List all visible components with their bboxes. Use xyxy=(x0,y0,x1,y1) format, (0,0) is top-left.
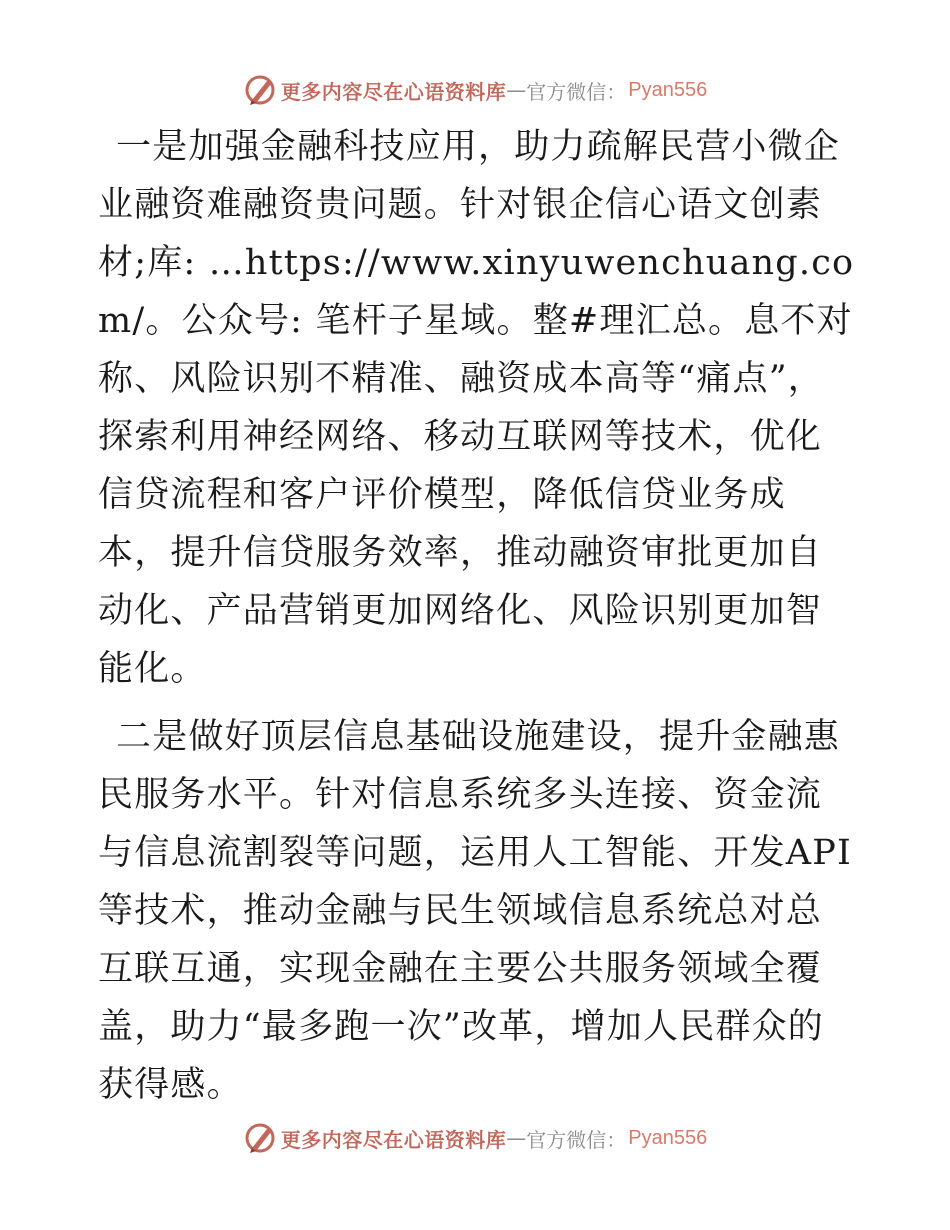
document-body xyxy=(98,118,858,1114)
paragraph-2: 二是做好顶层信息基础设施建设，提升金融惠民服务水平。针对信息系统多头连接、资金流与信息流割裂等问题，运用人工智能、开发API等技术，推动金融与民生领域信息系统总对总互联互通，实现金融在主要公共服务领域全覆盖，助力“最多跑一次”改革，增加人民群众的获得感。 xyxy=(98,717,853,1105)
watermark-separator: — xyxy=(506,1126,527,1150)
watermark-wechat-label: 官方微信： xyxy=(526,79,627,104)
pen-circle-icon xyxy=(243,73,277,107)
watermark-wechat-id: Pyan556 xyxy=(628,1126,708,1149)
watermark-wechat-label: 官方微信： xyxy=(526,1127,627,1152)
watermark-wechat-id: Pyan556 xyxy=(628,78,708,101)
footer-watermark xyxy=(0,1118,950,1158)
pen-circle-icon xyxy=(243,1121,277,1155)
watermark-main-text: 更多内容尽在心语资料库 xyxy=(280,1127,507,1152)
watermark-main-text: 更多内容尽在心语资料库 xyxy=(280,79,507,104)
header-watermark xyxy=(0,70,950,110)
paragraph-1: 一是加强金融科技应用，助力疏解民营小微企业融资难融资贵问题。针对银企信心语文创素材;库: …https://www.xinyuwenchuang.com/。公众号: 笔杆子星域。整#理汇总。息不对称、风险识别不精准、融资成本高等“痛点”，探索利用神经网络、移动互联网等技术，优化信贷流程和客户评价模型，降低信贷业务成本，提升信贷服务效率，推动融资审批更加自动化、产品营销更加网络化、风险识别更加智能化。 xyxy=(98,127,855,689)
watermark-separator: — xyxy=(506,78,527,102)
